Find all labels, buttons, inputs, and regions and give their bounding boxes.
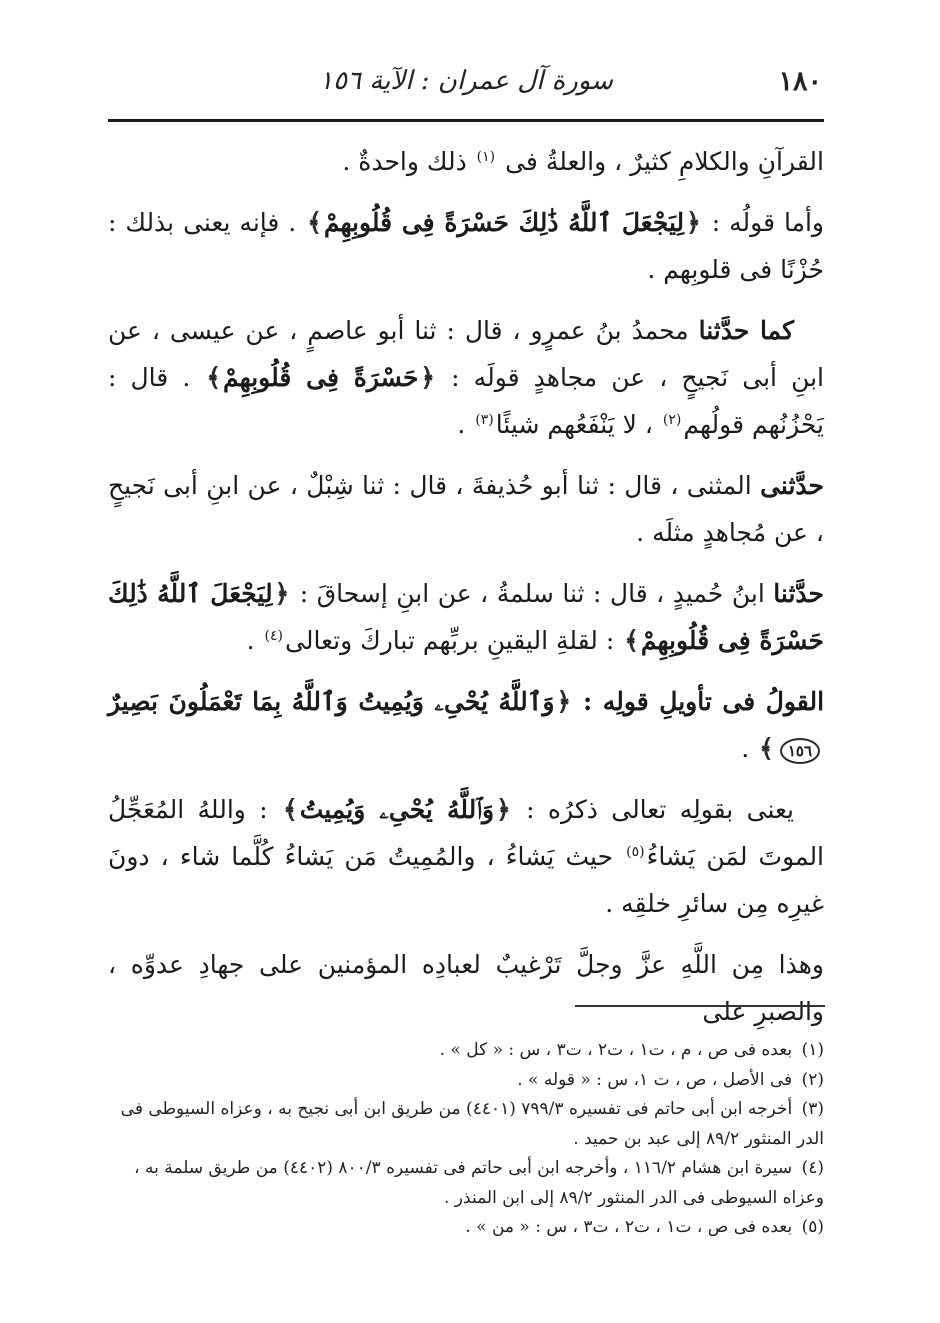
- footnote-ref-3: (٣): [475, 411, 494, 428]
- paragraph-4: [108, 462, 824, 556]
- footnote-number: (٤): [801, 1158, 824, 1178]
- footnote-text: أخرجه ابن أبى حاتم فى تفسيره ٧٩٩/٣ (٤٤٠١) من طريق ابن أبى نجيح به ، وعزاه السيوطى فى الدر المنثور ٨٩/٢ إلى عبد بن حميد .: [120, 1099, 824, 1149]
- p3-text-1: محمدُ بنُ عمرٍو ، قال : ثنا أبو عاصمٍ ، عن عيسى ، عن ابنِ أبى نَجيحٍ ، عن مجاهدٍ قولَه :: [108, 316, 825, 392]
- quran-bracket-open-icon: ﴿: [496, 795, 511, 824]
- footnotes: [108, 1036, 824, 1243]
- p7-text-1: يعنى بقولِه تعالى ذكرُه :: [526, 795, 795, 824]
- p4-text: المثنى ، قال : ثنا أبو حُذيفةَ ، قال : ثنا شِبْلٌ ، عن ابنِ أبى نَجيحٍ ، عن مُجاهدٍ مثلَه .: [108, 471, 824, 547]
- verse-number-badge: ١٥٦: [780, 738, 820, 764]
- quran-quote: لِيَجْعَلَ ٱللَّهُ ذَٰلِكَ حَسْرَةً فِى قُلُوبِهِمْ: [323, 208, 685, 237]
- footnote-text: بعده فى ص ، ت١ ، ت٢ ، ت٣ ، س : « من » .: [465, 1217, 793, 1237]
- p7-text-3: حيث يَشاءُ ، والمُمِيتُ مَن يَشاءُ كُلَّما شاء ، دونَ غيرِه مِن سائرِ خلقِه .: [108, 842, 824, 918]
- footnote-ref-2: (٢): [662, 411, 682, 428]
- page-number: ١٨٠: [778, 66, 822, 97]
- footnote-text: فى الأصل ، ص ، ت ١، س : « قوله » .: [517, 1069, 793, 1090]
- quran-quote: وَٱللَّهُ يُحْىِۦ وَيُمِيتُ: [299, 795, 495, 824]
- p5-text-1: ابنُ حُميدٍ ، قال : ثنا سلمةُ ، عن ابنِ إسحاقَ :: [299, 579, 765, 608]
- quran-bracket-close-icon: ﴾: [206, 363, 222, 392]
- paragraph-7: [108, 786, 824, 927]
- footnote-text: بعده فى ص ، م ، ت١ ، ت٢ ، ت٣ ، س : « كل » .: [439, 1040, 793, 1060]
- running-title: سورة آل عمران : الآية ١٥٦: [319, 66, 613, 96]
- p1-text: القرآنِ والكلامِ كثيرٌ ، والعلةُ فى: [505, 147, 824, 176]
- p7-text-2: : واللهُ المُعَجِّلُ الموتَ لمَن يَشاءُ: [108, 795, 825, 871]
- header-rule: [108, 119, 824, 122]
- footnote-ref-1: (١): [476, 148, 496, 165]
- quran-bracket-close-icon: ﴾: [624, 626, 639, 655]
- p6-tail: .: [741, 734, 750, 763]
- p2-lead: وأما قولُه :: [711, 208, 824, 237]
- p3-text-3: ، لا يَنْفَعُهم شيئًا: [495, 410, 653, 439]
- footnote-number: (٢): [801, 1069, 824, 1090]
- page-header: [108, 58, 824, 114]
- footnote-5: [108, 1213, 824, 1243]
- paragraph-6-heading: [108, 678, 824, 772]
- main-text: [108, 138, 824, 1049]
- quran-bracket-open-icon: ﴿: [686, 208, 701, 237]
- footnote-number: (١): [801, 1040, 824, 1060]
- paragraph-2: [108, 199, 824, 293]
- p5-text-3: .: [246, 626, 255, 655]
- footnote-text: سيرة ابن هشام ١١٦/٢ ، وأخرجه ابن أبى حاتم فى تفسيره ٨٠٠/٣ (٤٤٠٢) من طريق سلمة به ، وعزاه السيوطى فى الدر المنثور ٨٩/٢ إلى ابن المنذر .: [134, 1158, 824, 1208]
- quran-quote: حَسْرَةً فِى قُلُوبِهِمْ: [223, 363, 419, 392]
- quran-bracket-close-icon: ﴾: [759, 734, 774, 763]
- footnote-ref-5: (٥): [626, 843, 645, 860]
- paragraph-5: [108, 570, 824, 664]
- footnote-1: [108, 1036, 824, 1066]
- footnote-number: (٣): [801, 1099, 824, 1119]
- p3-text-2: . قال : يَحْزُنُهم قولُهم: [108, 363, 824, 439]
- quran-bracket-open-icon: ﴿: [420, 363, 436, 392]
- footnote-4: [108, 1154, 824, 1213]
- quran-bracket-open-icon: ﴿: [274, 579, 290, 608]
- quran-bracket-close-icon: ﴾: [307, 208, 322, 237]
- p8-text: وهذا مِن اللَّهِ عزَّ وجلَّ تَرْغيبٌ لعبادِه المؤمنين على جهادِ عدوِّه ، والصبرِ على: [108, 950, 824, 1026]
- p5-text-2: : لقلةِ اليقينِ بربِّهم تباركَ وتعالى: [285, 626, 615, 655]
- paragraph-3: [108, 307, 824, 448]
- p3-text-4: .: [457, 410, 466, 439]
- p1-text-end: ذلك واحدةٌ .: [342, 147, 467, 176]
- quran-quote: وَٱللَّهُ يُحْىِۦ وَيُمِيتُ وَٱللَّهُ بِمَا تَعْمَلُونَ بَصِيرٌ: [108, 687, 555, 716]
- footnote-ref-4: (٤): [264, 627, 284, 644]
- footnote-separator: [575, 1005, 825, 1007]
- hadith-chain-lead: كما حدَّثنا: [698, 316, 794, 345]
- footnote-2: [108, 1066, 824, 1096]
- quran-bracket-close-icon: ﴾: [283, 795, 298, 824]
- paragraph-8: [108, 941, 824, 1035]
- p2-tail: . فإنه يعنى بذلك : حُزْنًا فى قلوبِهم .: [108, 208, 824, 284]
- hadith-chain-lead: حدَّثنا: [773, 579, 824, 608]
- quran-bracket-open-icon: ﴿: [556, 687, 572, 716]
- paragraph-1: [108, 138, 824, 185]
- hadith-chain-lead: حدَّثنى: [760, 471, 825, 500]
- quran-quote: لِيَجْعَلَ ٱللَّهُ ذَٰلِكَ حَسْرَةً فِى قُلُوبِهِمْ: [108, 579, 824, 655]
- footnote-3: [108, 1095, 824, 1154]
- footnote-number: (٥): [801, 1217, 824, 1237]
- section-heading: القولُ فى تأويلِ قولِه :: [583, 687, 825, 716]
